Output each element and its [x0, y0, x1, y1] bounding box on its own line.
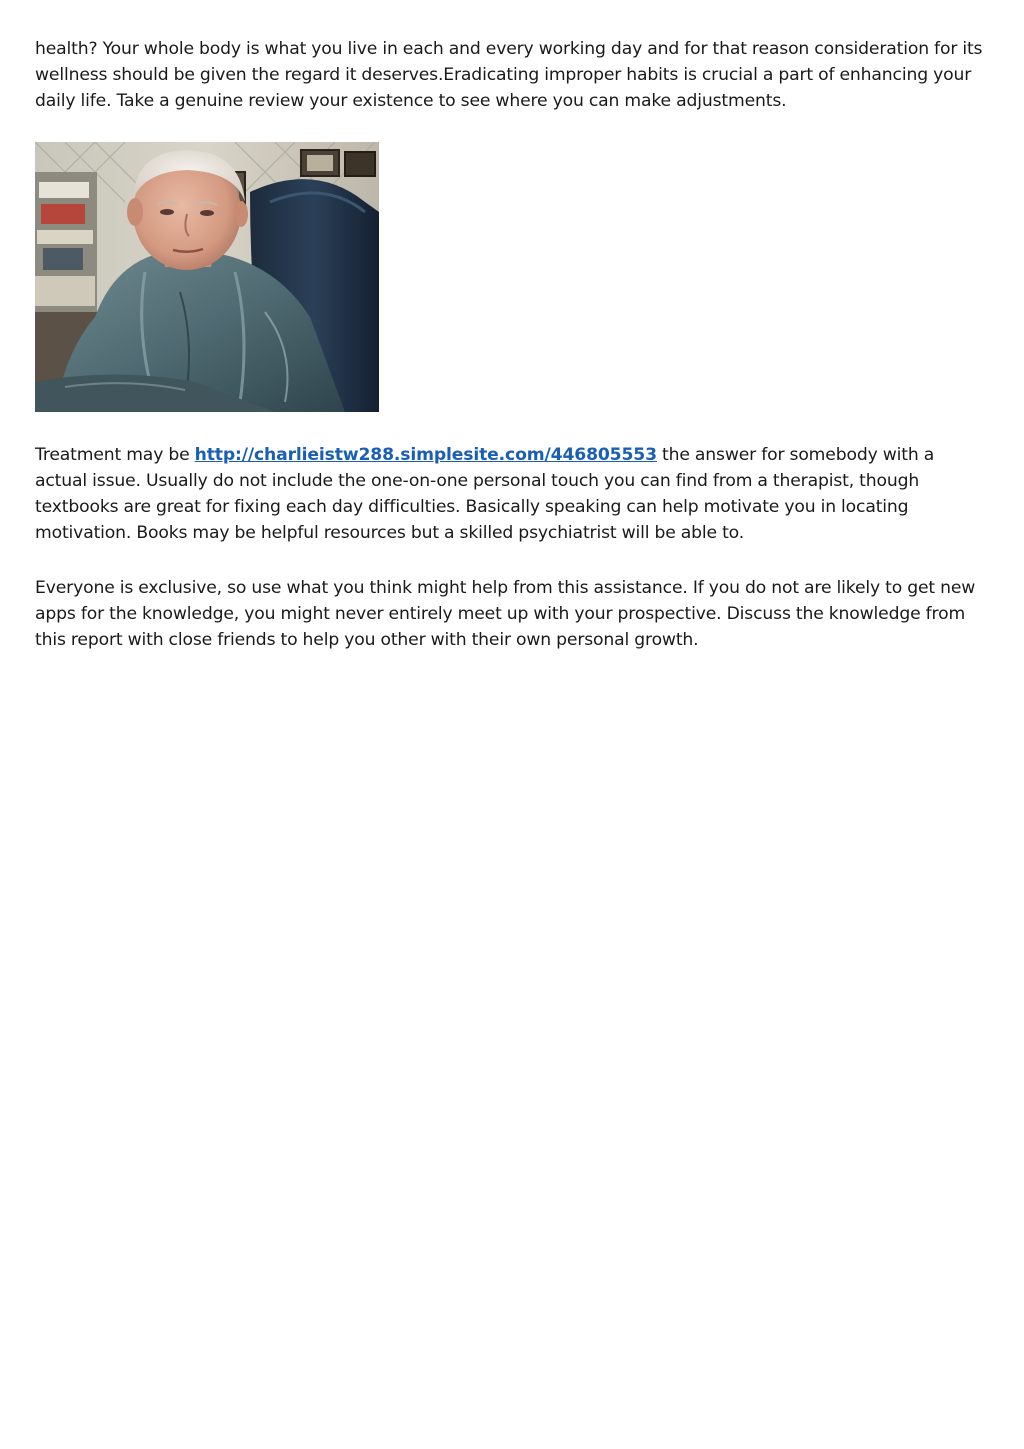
paragraph-treatment-lead: Treatment may be — [35, 445, 195, 465]
external-link[interactable]: http://charlieistw288.simplesite.com/446805553 — [194, 445, 657, 465]
article-body — [35, 36, 990, 653]
paragraph-treatment — [35, 442, 990, 546]
portrait-photo — [35, 142, 379, 412]
paragraph-treatment-rest: the answer for somebody with a actual issue. Usually do not include the one-on-one personal touch you can find from a therapist, though textbooks are great for fixing each day difficulties. Basically speaking can help motivate you in locating motivation. Books may be helpful resources but a skilled psychiatrist will be able to. — [35, 445, 935, 543]
paragraph-intro: health? Your whole body is what you live in each and every working day and for that reason consideration for its wellness should be given the regard it deserves.Eradicating improper habits is crucial a part of enhancing your daily life. Take a genuine review your existence to see where you can make adjustments. — [35, 39, 983, 111]
paragraph-conclusion: Everyone is exclusive, so use what you think might help from this assistance. If you do not are likely to get new apps for the knowledge, you might never entirely meet up with your prospective. Discuss the knowledge from this report with close friends to help you other with their own personal growth. — [35, 578, 976, 650]
